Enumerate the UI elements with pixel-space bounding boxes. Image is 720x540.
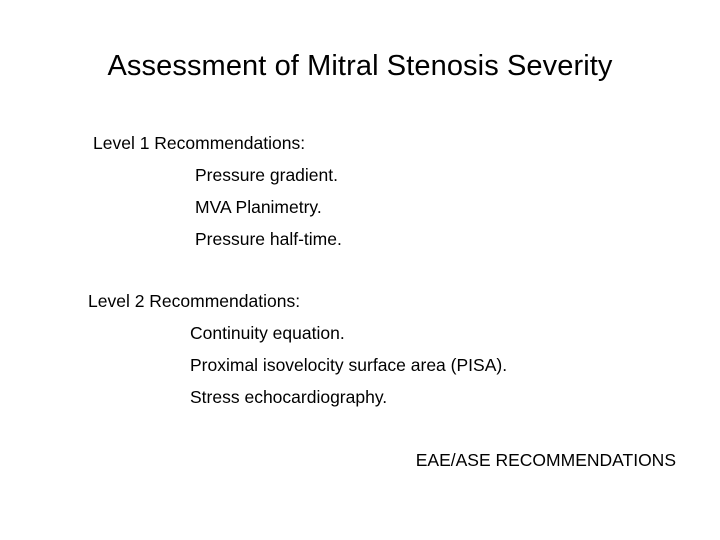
level2-item: Proximal isovelocity surface area (PISA).	[190, 355, 508, 375]
level2-item: Stress echocardiography.	[190, 387, 388, 407]
source-footer: EAE/ASE RECOMMENDATIONS	[415, 450, 676, 470]
level1-heading: Level 1 Recommendations:	[93, 133, 306, 153]
slide-title: Assessment of Mitral Stenosis Severity	[107, 50, 613, 82]
level1-item: Pressure half-time.	[195, 229, 342, 249]
level2-heading: Level 2 Recommendations:	[88, 291, 301, 311]
level1-item: MVA Planimetry.	[195, 197, 322, 217]
level1-item: Pressure gradient.	[195, 165, 338, 185]
level2-item: Continuity equation.	[190, 323, 345, 343]
